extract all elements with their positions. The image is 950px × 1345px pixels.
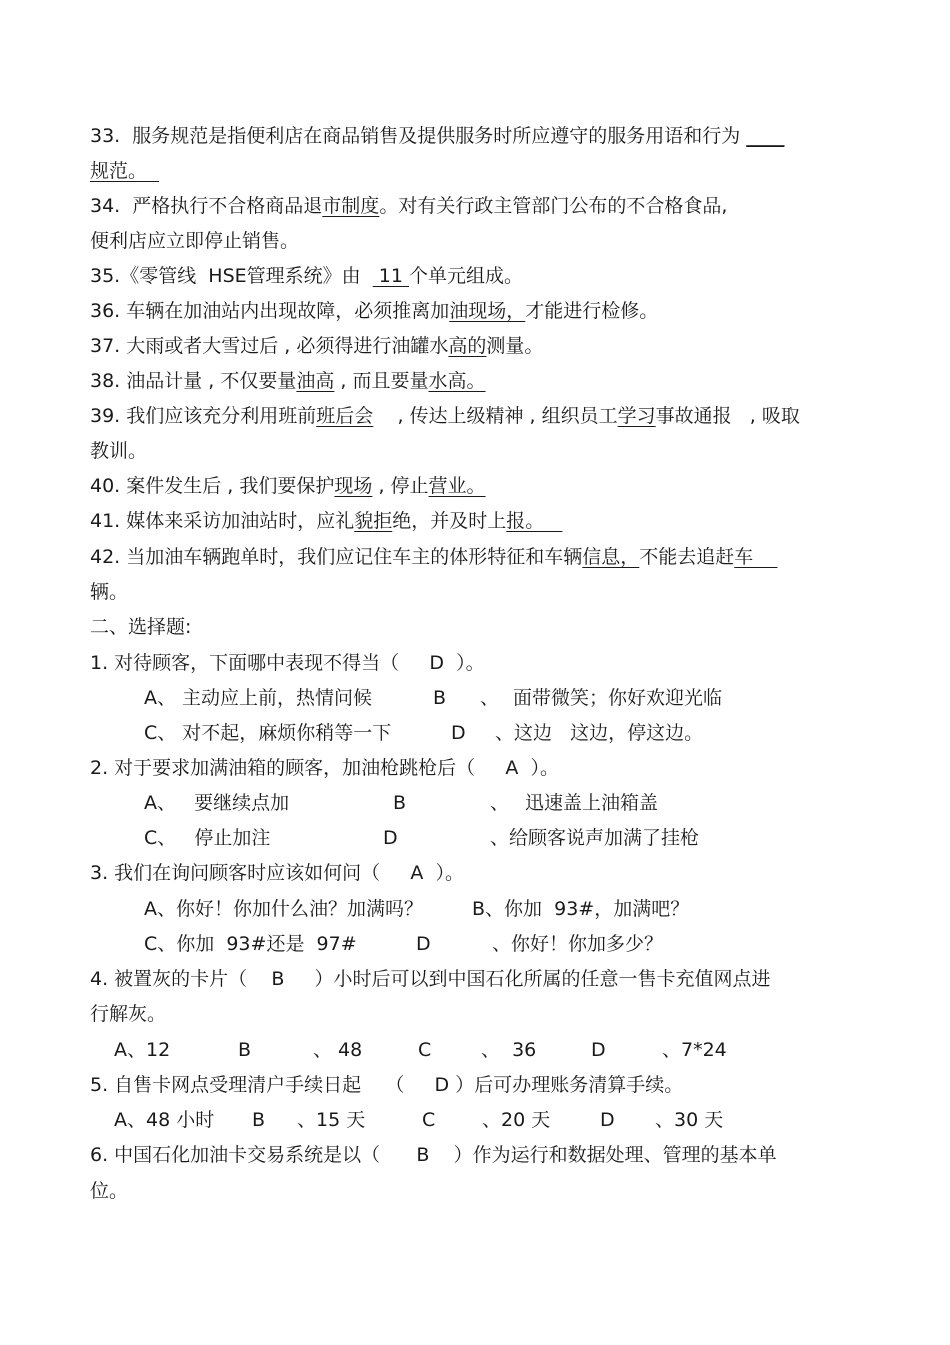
- question-38: 38. 油品计量 , 不仅要量油高 , 而且要量水高。: [90, 370, 486, 392]
- question-42-line2: 辆。: [90, 581, 129, 603]
- question-37: 37. 大雨或者大雪过后 , 必须得进行油罐水高的测量。: [90, 335, 544, 357]
- choice-1-option-d-letter: D: [451, 722, 466, 744]
- choice-1-option-b-letter: B: [433, 687, 447, 709]
- choice-5-option-c-text: 、20 天: [482, 1109, 551, 1131]
- choice-3-stem: 3. 我们在询问顾客时应该如何问（ A ）。: [90, 862, 464, 884]
- choice-3-option-a: A、你好！你加什么油？加满吗？: [144, 898, 423, 920]
- section-title-choice: 二、选择题:: [90, 616, 192, 638]
- choice-3-option-c: C、你加 93#还是 97#: [144, 933, 357, 955]
- choice-1-option-b-text: 面带微笑；你好欢迎光临: [513, 687, 723, 709]
- choice-4-option-b-text: 、 48: [313, 1039, 363, 1061]
- choice-3-option-d-letter: D: [416, 933, 431, 955]
- question-42-line1: 42. 当加油车辆跑单时，我们应记住车主的体形特征和车辆信息，不能去追赶车: [90, 546, 778, 568]
- choice-4-option-d-text: 、7*24: [662, 1039, 727, 1061]
- question-41: 41. 媒体来采访加油站时，应礼貌拒绝，并及时上报。: [90, 510, 563, 532]
- question-39-line1: 39. 我们应该充分利用班前班后会 , 传达上级精神 , 组织员工学习事故通报 , 吸取: [90, 405, 800, 427]
- choice-6-stem-line2: 位。: [90, 1180, 129, 1202]
- choice-5-option-b-text: 、15 天: [297, 1109, 366, 1131]
- question-40: 40. 案件发生后 , 我们要保护现场 , 停止营业。: [90, 475, 486, 497]
- choice-3-option-b: B、你加 93#，加满吧？: [472, 898, 690, 920]
- choice-2-option-b-sep: 、: [490, 792, 510, 814]
- question-39-line2: 教训。: [90, 440, 148, 462]
- choice-2-option-d-letter: D: [383, 827, 398, 849]
- choice-2-option-a: A、 要继续点加: [144, 792, 290, 814]
- choice-1-stem: 1. 对待顾客，下面哪中表现不得当（ D ）。: [90, 652, 485, 674]
- choice-1-option-c: C、 对不起，麻烦你稍等一下: [144, 722, 392, 744]
- choice-4-option-c-letter: C: [418, 1039, 432, 1061]
- choice-2-option-d-text: 、给顾客说声加满了挂枪: [490, 827, 700, 849]
- choice-2-option-b-letter: B: [393, 792, 407, 814]
- choice-4-option-a: A、12: [114, 1039, 171, 1061]
- choice-4-option-d-letter: D: [591, 1039, 606, 1061]
- choice-4-stem-line2: 行解灰。: [90, 1003, 167, 1025]
- choice-1-option-b-sep: 、: [480, 687, 500, 709]
- choice-3-option-d-text: 、你好！你加多少？: [492, 933, 664, 955]
- choice-4-option-b-letter: B: [238, 1039, 252, 1061]
- choice-5-option-d-text: 、30 天: [655, 1109, 724, 1131]
- choice-4-option-c-text: 、 36: [481, 1039, 537, 1061]
- choice-5-option-c-letter: C: [422, 1109, 436, 1131]
- question-33-line2: 规范。: [90, 160, 160, 182]
- choice-5-option-d-letter: D: [600, 1109, 615, 1131]
- question-33-line1: 33. 服务规范是指便利店在商品销售及提供服务时所应遵守的服务用语和行为 ____: [90, 125, 785, 147]
- choice-5-option-a: A、48 小时: [114, 1109, 215, 1131]
- choice-4-stem-line1: 4. 被置灰的卡片（ B ）小时后可以到中国石化所属的任意一售卡充值网点进: [90, 968, 771, 990]
- question-34-line1: 34. 严格执行不合格商品退市制度。对有关行政主管部门公布的不合格食品,: [90, 195, 728, 217]
- choice-2-option-c: C、 停止加注: [144, 827, 271, 849]
- choice-1-option-a: A、 主动应上前，热情问候: [144, 687, 373, 709]
- choice-2-option-b-text: 迅速盖上油箱盖: [525, 792, 659, 814]
- question-34-line2: 便利店应立即停止销售。: [90, 230, 300, 252]
- choice-1-option-d-text: 、这边 这边，停这边。: [495, 722, 704, 744]
- choice-5-stem: 5. 自售卡网点受理清户手续日起 （ D ）后可办理账务清算手续。: [90, 1074, 684, 1096]
- question-35: 35.《零管线 HSE管理系统》由 11 个单元组成。: [90, 265, 524, 287]
- question-36: 36. 车辆在加油站内出现故障，必须推离加油现场，才能进行检修。: [90, 300, 659, 322]
- choice-2-stem: 2. 对于要求加满油箱的顾客，加油枪跳枪后（ A ）。: [90, 757, 559, 779]
- choice-5-option-b-letter: B: [252, 1109, 266, 1131]
- choice-6-stem-line1: 6. 中国石化加油卡交易系统是以（ B ）作为运行和数据处理、管理的基本单: [90, 1144, 777, 1166]
